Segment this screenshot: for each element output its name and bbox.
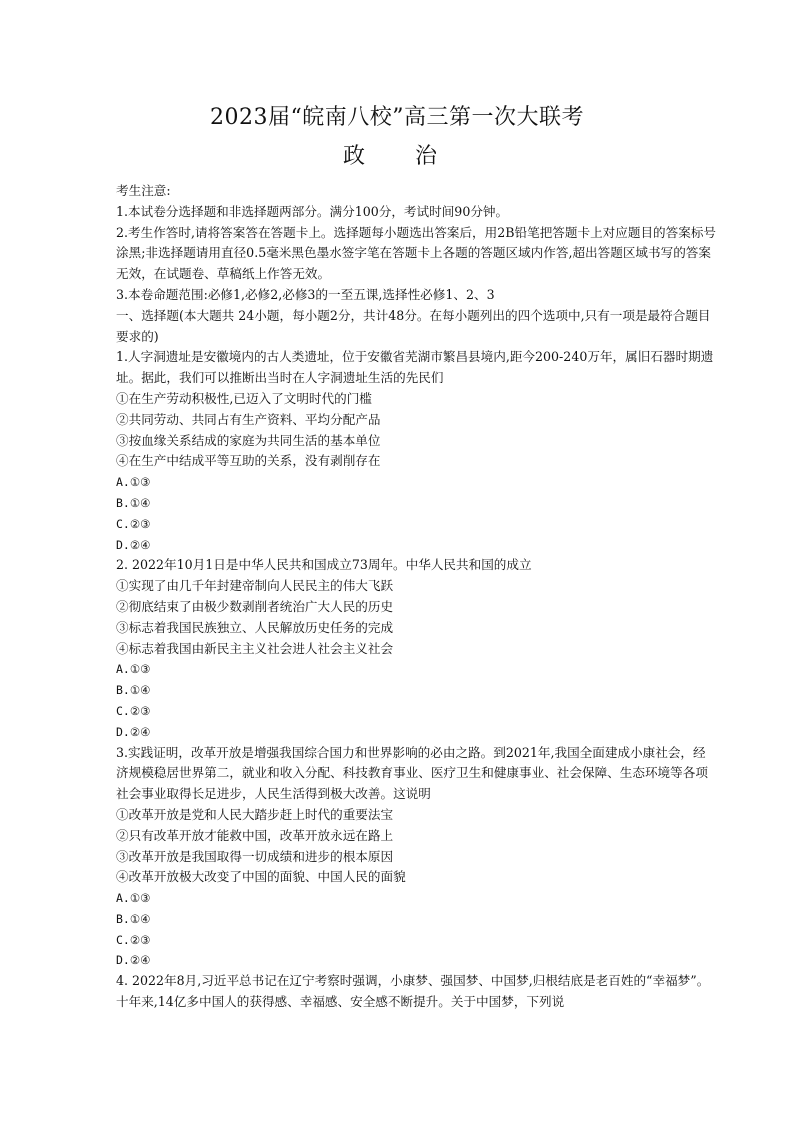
question-stem: 2. 2022年10月1日是中华人民共和国成立73周年。中华人民共和国的成立 bbox=[116, 557, 532, 573]
statement: ④在生产中结成平等互助的关系，没有剥削存在 bbox=[116, 453, 381, 469]
choice-a: A.①③ bbox=[116, 662, 151, 677]
section-heading: 一、选择题(本大题共 24小题，每小题2分，共计48分。在每小题列出的四个选项中,只有一项是最符合题目要求的) bbox=[116, 307, 711, 344]
choice-b: B.①④ bbox=[116, 495, 151, 510]
notice-2: 2.考生作答时,请将答案答在答题卡上。选择题每小题选出答案后，用2B铅笔把答题卡上对应题目的答案标号涂黑;非选择题请用直径0.5毫米黑色墨水签字笔在答题卡上各题的答题区域内作答,超出答题区域书写的答案无效，在试题卷、草稿纸上作答无效。 bbox=[116, 224, 717, 282]
statement: ②彻底结束了由极少数剥削者统治广大人民的历史 bbox=[116, 598, 394, 614]
question-2 bbox=[116, 555, 716, 742]
question-1 bbox=[116, 347, 716, 555]
statement: ③改革开放是我国取得一切成绩和进步的根本原因 bbox=[116, 848, 394, 864]
statement: ①实现了由几千年封建帝制向人民民主的伟大飞跃 bbox=[116, 578, 394, 594]
question-stem: 3.实践证明，改革开放是增强我国综合国力和世界影响的必由之路。到2021年,我国全面建成小康社会，经济规模稳居世界第二，就业和收入分配、科技教育事业、医疗卫生和健康事业、社会保障、生态环境等各项社会事业取得长足进步，人民生活得到极大改善。这说明 bbox=[116, 744, 708, 802]
choice-a: A.①③ bbox=[116, 475, 151, 490]
choice-d: D.②④ bbox=[116, 953, 151, 968]
statement: ②共同劳动、共同占有生产资料、平均分配产品 bbox=[116, 411, 381, 427]
statement: ①在生产劳动积极性,已迈入了文明时代的门槛 bbox=[116, 390, 372, 406]
choice-d: D.②④ bbox=[116, 537, 151, 552]
notice-3: 3.本卷命题范围:必修1,必修2,必修3的一至五课,选择性必修1、2、3 bbox=[116, 286, 495, 302]
choice-c: C.②③ bbox=[116, 703, 151, 718]
statement: ③标志着我国民族独立、人民解放历史任务的完成 bbox=[116, 619, 394, 635]
choice-b: B.①④ bbox=[116, 911, 151, 926]
notice-1: 1.本试卷分选择题和非选择题两部分。满分100分，考试时间90分钟。 bbox=[116, 203, 509, 219]
question-3 bbox=[116, 743, 716, 972]
choice-d: D.②④ bbox=[116, 724, 151, 739]
question-4 bbox=[116, 971, 716, 1013]
statement: ①改革开放是党和人民大踏步赶上时代的重要法宝 bbox=[116, 806, 394, 822]
exam-content bbox=[116, 181, 716, 1013]
statement: ④标志着我国由新民主主义社会进人社会主义社会 bbox=[116, 640, 394, 656]
subject-title: 政 治 bbox=[342, 144, 451, 169]
choice-b: B.①④ bbox=[116, 683, 151, 698]
choice-c: C.②③ bbox=[116, 516, 151, 531]
question-stem: 1.人字洞遗址是安徽境内的古人类遗址，位于安徽省芜湖市繁昌县境内,距今200-240万年，属旧石器时期遗址。据此，我们可以推断出当时在人字洞遗址生活的先民们 bbox=[116, 349, 714, 386]
statement: ④改革开放极大改变了中国的面貌、中国人民的面貌 bbox=[116, 869, 406, 885]
choice-a: A.①③ bbox=[116, 891, 151, 906]
question-stem: 4. 2022年8月,习近平总书记在辽宁考察时强调，小康梦、强国梦、中国梦,归根结底是老百姓的“幸福梦”。十年来,14亿多中国人的获得感、幸福感、安全感不断提升。关于中国梦，下列说 bbox=[116, 973, 710, 1010]
notice-heading: 考生注意: bbox=[116, 183, 171, 198]
choice-c: C.②③ bbox=[116, 932, 151, 947]
statement: ③按血缘关系结成的家庭为共同生活的基本单位 bbox=[116, 432, 381, 448]
exam-title: 2023届“皖南八校”高三第一次大联考 bbox=[210, 105, 584, 130]
statement: ②只有改革开放才能救中国，改革开放永远在路上 bbox=[116, 827, 394, 843]
